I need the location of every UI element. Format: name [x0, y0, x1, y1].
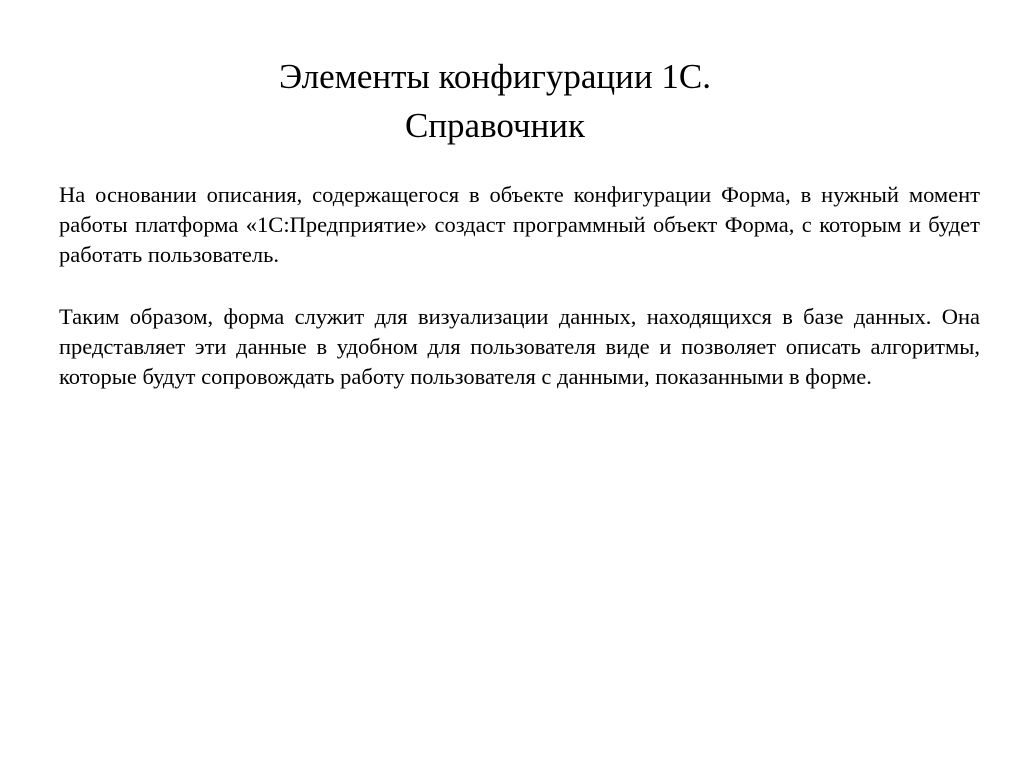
slide-title	[0, 52, 990, 150]
slide-body	[59, 180, 980, 392]
body-paragraph-2: Таким образом, форма служит для визуализации данных, находящихся в базе данных. Она представляет эти данные в удобном для пользователя виде и позволяет описать алгоритмы, которые будут сопровождать работу пользователя с данными, показанными в форме.	[59, 304, 980, 389]
slide-title-line-2: Справочник	[404, 106, 586, 145]
slide-title-line-1: Элементы конфигурации 1С.	[279, 57, 711, 96]
body-paragraph-1: На основании описания, содержащегося в объекте конфигурации Форма, в нужный момент работы платформа «1С:Предприятие» создаст программный объект Форма, с которым и будет работать пользователь.	[59, 182, 980, 267]
